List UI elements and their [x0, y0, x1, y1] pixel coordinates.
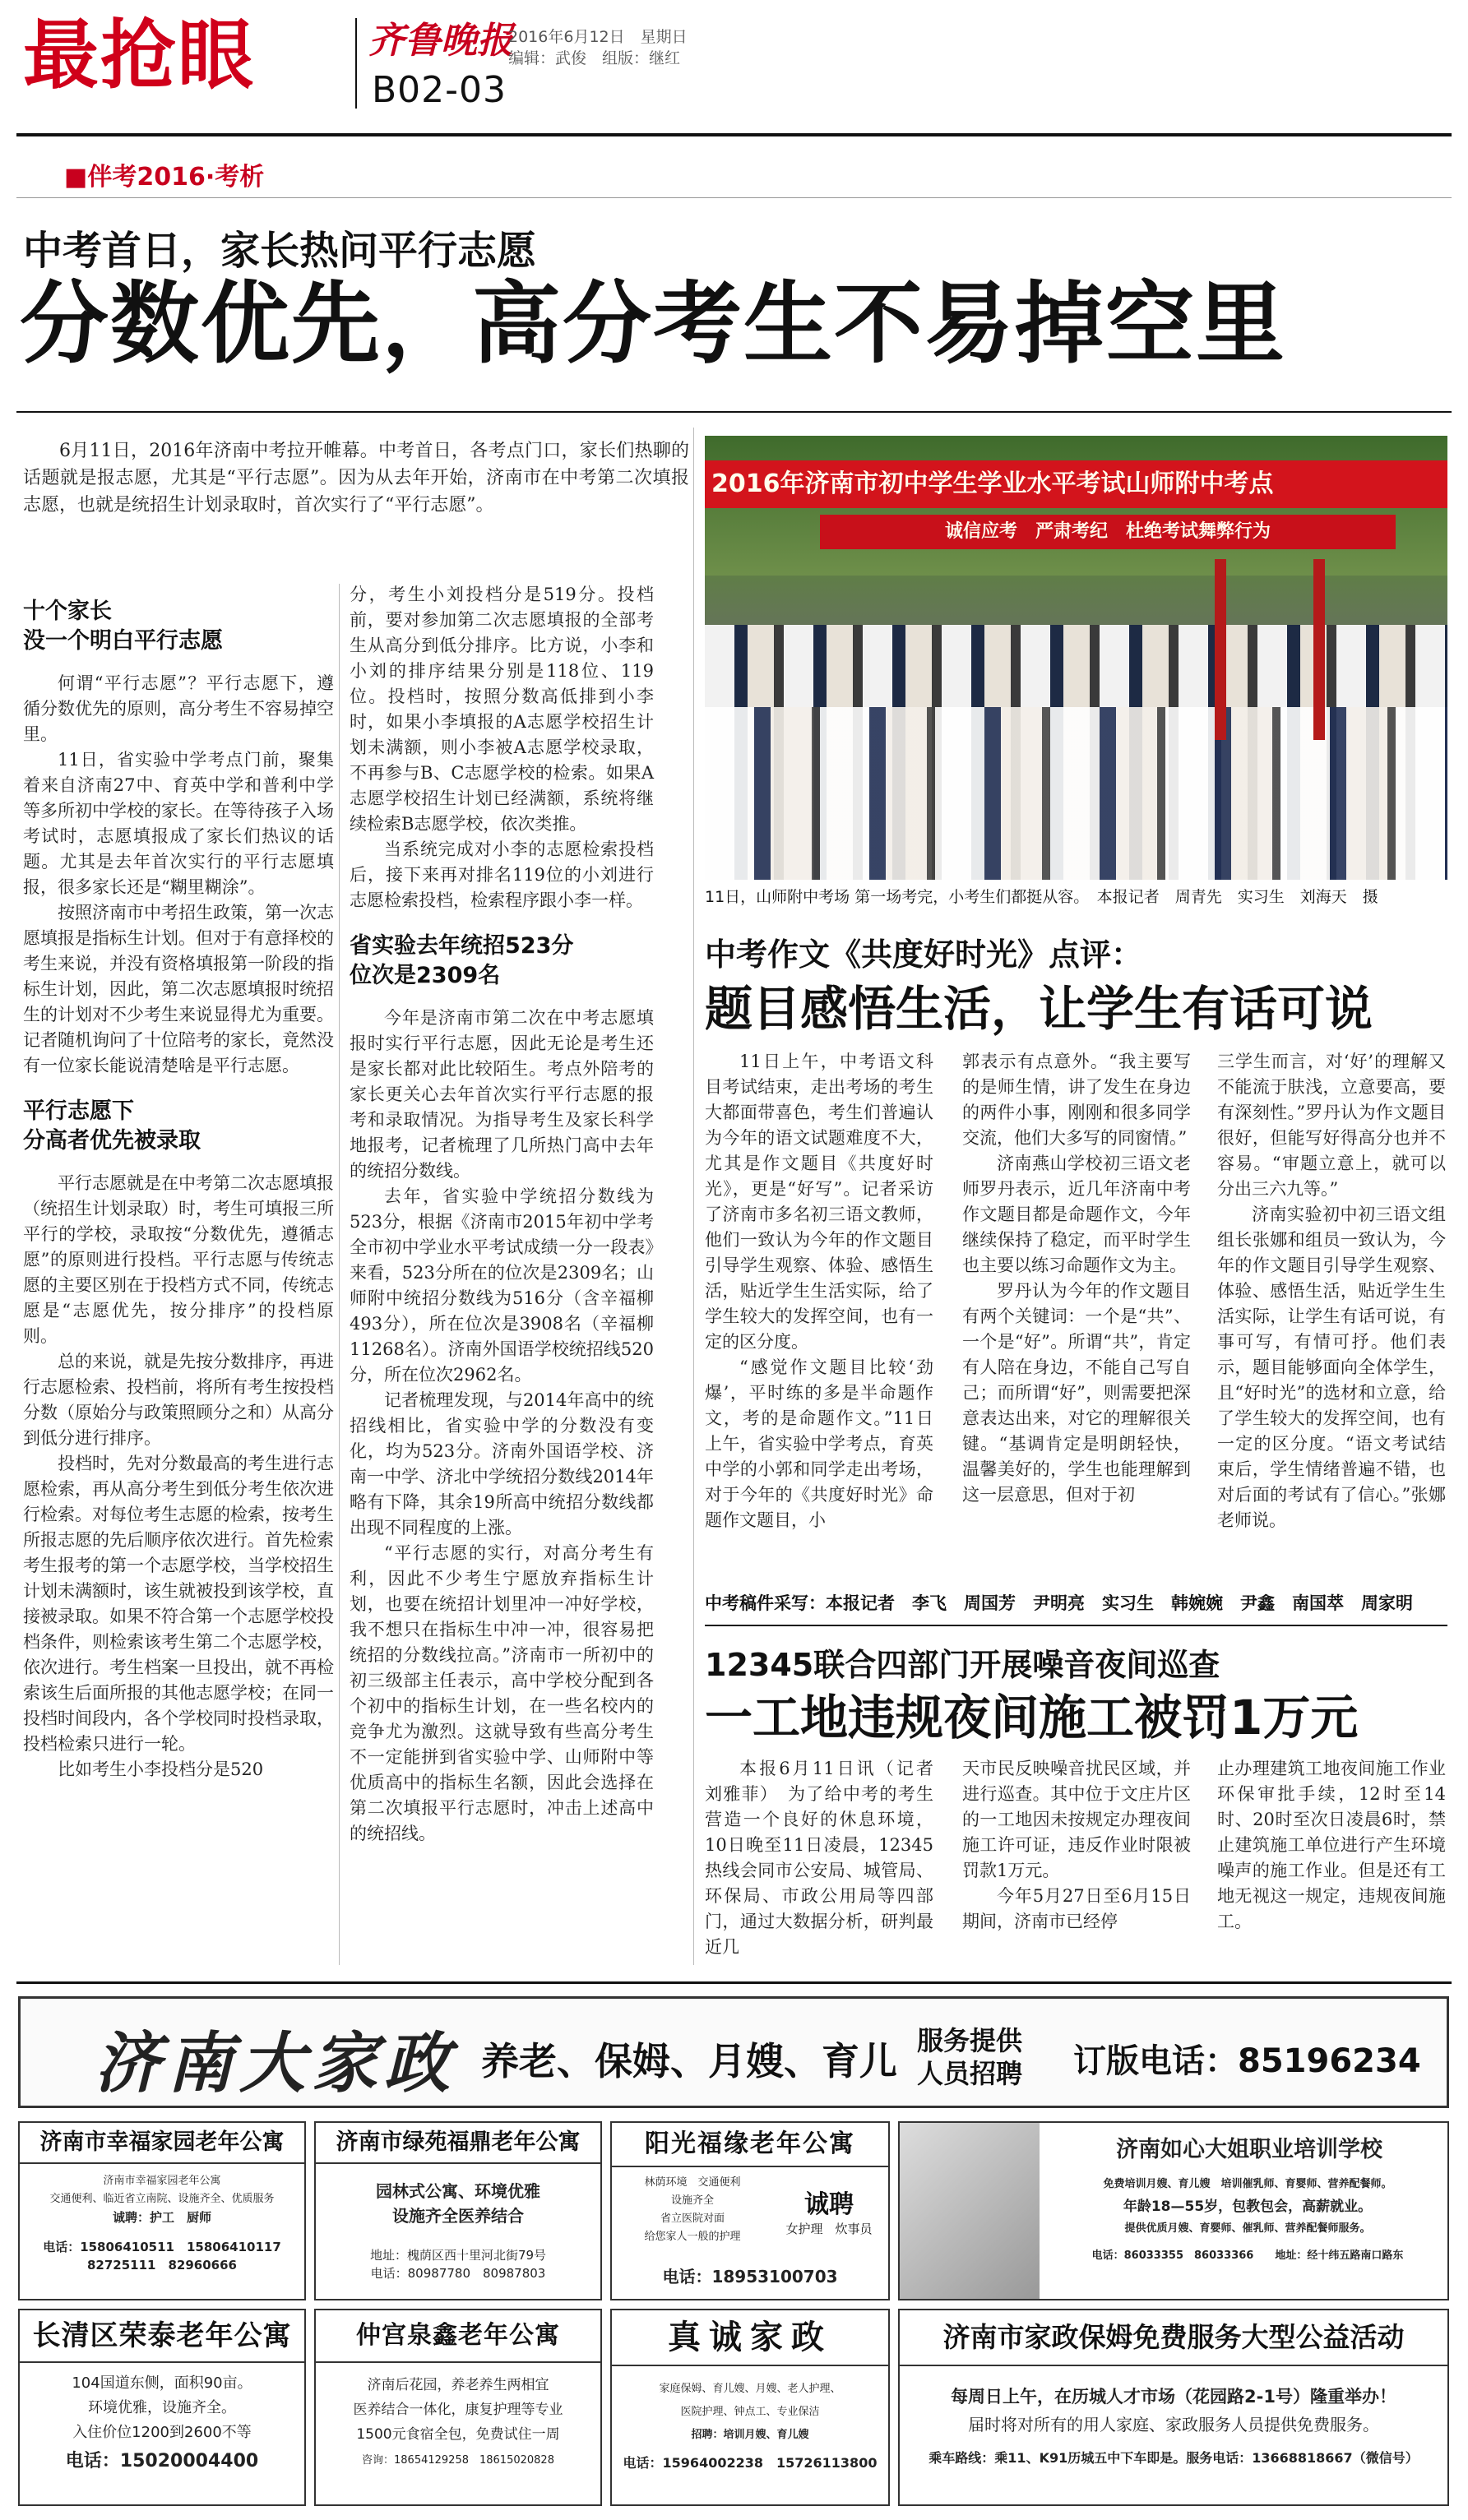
column-divider	[693, 428, 694, 1965]
ad-line: 入住价位1200到2600不等	[72, 2424, 252, 2441]
paragraph: 郭表示有点意外。“我主要写的是师生情，讲了发生在身边的两件小事，刚刚和很多同学交流，他们大多写的同窗情。”	[962, 1052, 1191, 1148]
page-number: B02-03	[372, 69, 507, 111]
ad-box	[18, 2121, 306, 2300]
ad-box	[18, 2309, 306, 2506]
ad-photo	[900, 2123, 1040, 2299]
main-lead: 6月11日，2016年济南中考拉开帷幕。中考首日，各考点门口，家长们热聊的话题就是报志愿，尤其是“平行志愿”。因为从去年开始，济南市在中考第二次填报志愿，也就是统招生计划录取时，首次实行了“平行志愿”。	[23, 441, 689, 516]
subhead-2: 平行志愿下 分高者优先被录取	[23, 1098, 201, 1154]
ad-box	[610, 2121, 890, 2300]
ad-line: 电话：15964002238 15726113800	[623, 2455, 878, 2471]
ad-line: 82725111 82960666	[87, 2258, 237, 2273]
ad-line: 乘车路线：乘11、K91历城五中下车即是。服务电话：13668818667（微信号）	[928, 2450, 1419, 2466]
ad-line: 园林式公寓、环境优雅	[376, 2181, 540, 2201]
ad-line: 设施齐全医养结合	[392, 2206, 524, 2226]
section-title: 最抢眼	[23, 12, 256, 99]
ad-line: 电话：86033355 86033366 地址：经十纬五路南口路东	[1091, 2250, 1404, 2262]
ad-box	[314, 2309, 602, 2506]
ad-line: 医院护理、钟点工、专业保洁	[680, 2406, 820, 2418]
paragraph: 何谓“平行志愿”？平行志愿下，遵循分数优先的原则，高分考生不容易掉空里。	[23, 673, 334, 744]
ad-line: 环境优雅，设施齐全。	[88, 2399, 236, 2416]
ad-line: 每周日上午，在历城人才市场（花园路2-1号）隆重举办！	[951, 2387, 1396, 2407]
ad-line: 1500元食宿全包，免费试住一周	[356, 2426, 560, 2443]
ad-line: 林荫环境 交通便利	[644, 2176, 741, 2189]
ad-line: 省立医院对面	[660, 2213, 725, 2225]
essay-column-3	[1217, 1049, 1446, 1533]
banner-tag-1: 服务提供	[917, 2025, 1023, 2056]
photo-banner-2: 诚信应考 严肃考纪 杜绝考试舞弊行为	[820, 515, 1396, 549]
paragraph: 总的来说，就是先按分数排序，再进行志愿检索、投档前，将所有考生按投档分数（原始分与政策照顾分之和）从高分到低分进行排序。	[23, 1352, 334, 1448]
photo-banner: 2016年济南市初中学生学业水平考试山师附中考点	[705, 460, 1447, 508]
ad-box	[898, 2121, 1449, 2300]
paragraph: 济南实验初中初三语文组组长张娜和组员一致认为，今年的作文题目引导学生观察、体验、感悟生活，贴近学生生活实际，让学生有话可说，有事可写，有情可抒。他们表示，题目能够面向全体学生，且“好时光”的选材和立意，给了学生较大的发挥空间，也有一定的区分度。“语文考试结束后，学生情绪普遍不错，也对后面的考试有了信心。”张娜老师说。	[1217, 1205, 1446, 1530]
paragraph: 本报6月11日讯（记者 刘雅菲） 为了给中考的考生营造一个良好的休息环境，10日晚至11日凌晨，12345热线会同市公安局、城管局、环保局、市政公用局等四部门，通过大数据分析，研判最近几	[705, 1759, 951, 1957]
headline-rule	[16, 411, 1452, 413]
ad-title: 长清区荣泰老年公寓	[20, 2310, 304, 2363]
ad-line: 给您家人一般的护理	[644, 2231, 741, 2243]
ad-line: 提供优质月嫂、育婴师、催乳师、营养配餐师服务。	[1124, 2222, 1371, 2235]
ad-line: 届时将对所有的用人家庭、家政服务人员提供免费服务。	[968, 2415, 1379, 2434]
paragraph: 11日上午，中考语文科目考试结束，走出考场的考生大都面带喜色，考生们普遍认为今年的语文试题难度不大，尤其是作文题目《共度好时光》，更是“好写”。记者采访了济南市多名初三语文教师，他们一致认为今年的作文题目引导学生观察、体验、感悟生活，贴近学生生活实际，给了学生较大的发挥空间，也有一定的区分度。	[705, 1052, 933, 1352]
paragraph: “平行志愿的实行，对高分考生有利，因此不少考生宁愿放弃指标生计划，也要在统招计划里冲一冲好学校，我不想只在指标生中冲一冲，很容易把统招的分数线拉高。”济南市一所初中的初三级部主任表示，高中学校分配到各个初中的指标生计划，在一些名校内的竞争尤为激烈。这就导致有些高分考生不一定能拼到省实验中学、山师附中等优质高中的指标生名额，因此会选择在第二次填报平行志愿时，冲击上述高中的统招线。	[350, 1543, 654, 1843]
ad-line: 设施齐全	[670, 2194, 714, 2207]
noise-column-3	[1217, 1756, 1446, 1935]
ad-line: 电话：15806410511 15806410117	[43, 2240, 281, 2254]
ad-line: 电话：80987780 80987803	[370, 2266, 546, 2281]
noise-headline: 一工地违规夜间施工被罚1万元	[705, 1690, 1359, 1746]
paragraph: “感觉作文题目比较‘劲爆’，平时练的多是半命题作文，考的是命题作文。”11日上午，省实验中学考点，育英中学的小郭和同学走出考场，对于今年的《共度好时光》命题作文题目，小	[705, 1357, 933, 1530]
main-kicker: 中考首日，家长热问平行志愿	[23, 228, 537, 274]
date-line: 2016年6月12日 星期日	[508, 28, 688, 46]
noise-column-1	[705, 1756, 951, 1960]
paragraph: 罗丹认为今年的作文题目有两个关键词：一个是“共”、一个是“好”。所谓“共”，肯定有人陪在身边，不能自己写自己；而所谓“好”，则需要把深意表达出来，对它的理解很关键。“基调肯定是明朗轻快，温馨美好的，学生也能理解到这一层意思，但对于初	[962, 1281, 1191, 1505]
ad-line: 104国道东侧，面积90亩。	[72, 2374, 252, 2392]
essay-column-2	[962, 1049, 1191, 1508]
ad-side-2: 女护理 炊事员	[785, 2222, 873, 2236]
ad-title: 真诚家政	[612, 2310, 888, 2366]
ad-line: 电话：18953100703	[662, 2267, 838, 2286]
tag-rule	[16, 197, 1452, 198]
ad-side: 诚聘	[804, 2190, 854, 2219]
paragraph: 平行志愿就是在中考第二次志愿填报（统招生计划录取）时，考生可填报三所平行的学校，录取按“分数优先，遵循志愿”的原则进行投档。平行志愿与传统志愿的主要区别在于投档方式不同，传统志愿是“志愿优先，按分排序”的投档原则。	[23, 1173, 334, 1346]
main-headline: 分数优先，高分考生不易掉空里	[20, 273, 1287, 376]
essay-kicker: 中考作文《共度好时光》点评：	[705, 936, 1143, 973]
ad-title: 仲宫泉鑫老年公寓	[316, 2310, 600, 2363]
banner-services: 养老、保姆、月嫂、育儿	[481, 2039, 897, 2083]
paragraph: 投档时，先对分数最高的考生进行志愿检索，再从高分考生到低分考生依次进行检索。对每位考生志愿的检索，按考生所报志愿的先后顺序依次进行。首先检索考生报考的第一个志愿学校，当学校招生计划未满额时，该生就被投到该学校，直接被录取。如果不符合第一个志愿学校投档条件，则检索该考生第二个志愿学校，依次进行。考生档案一旦投出，就不再检索该生后面所报的其他志愿学校；在同一投档时间段内，各个学校同时投档录取，投档检索只进行一轮。	[23, 1454, 334, 1754]
paragraph: 分，考生小刘投档分是519分。投档前，要对参加第二次志愿填报的全部考生从高分到低分排序。比方说，小李和小刘的排序结果分别是118位、119位。投档时，按照分数高低排到小李时，如果小李填报的A志愿学校招生计划未满额，则小李被A志愿学校录取，不再参与B、C志愿学校的检索。如果A志愿学校招生计划已经满额，系统将继续检索B志愿学校，依次类推。	[350, 585, 654, 834]
paragraph: 济南燕山学校初三语文老师罗丹表示，近几年济南中考作文题目都是命题作文，今年继续保持了稳定，而平时学生也主要以练习命题作文为主。	[962, 1154, 1191, 1275]
essay-headline: 题目感悟生活，让学生有话可说	[705, 981, 1373, 1037]
ad-title: 济南市家政保姆免费服务大型公益活动	[900, 2310, 1447, 2366]
photo-caption: 11日，山师附中考场 第一场考完，小考生们都挺从容。 本报记者 周青先 实习生 刘海天 摄	[705, 888, 1378, 906]
subhead-3: 省实验去年统招523分 位次是2309名	[350, 933, 574, 988]
ad-line: 招聘：培训月嫂、育儿嫂	[691, 2429, 809, 2441]
column-divider	[339, 584, 340, 1965]
paragraph: 当系统完成对小李的志愿检索投档后，接下来再对排名119位的小刘进行志愿检索投档，检索程序跟小李一样。	[350, 839, 654, 910]
banner-ad	[18, 1996, 1449, 2108]
masthead-divider	[355, 18, 357, 109]
main-column-2	[350, 582, 654, 1847]
news-photo	[705, 436, 1447, 880]
paragraph: 去年，省实验中学统招分数线为523分，根据《济南市2015年初中学考全市初中学业水平考试成绩一分一段表》来看，523分所在的位次是2309名；山师附中统招分数线为516分（含辛福柳493分），所在位次是3908名（辛福柳11268名）。济南外国语学校统招线520分，所在位次2962名。	[350, 1186, 654, 1385]
masthead-rule	[16, 133, 1452, 136]
paragraph: 三学生而言，对‘好’的理解又不能流于肤浅，立意要高，要有深刻性。”罗丹认为作文题目很好，但能写好得高分也并不容易。“审题立意上，就可以分出三六九等。”	[1217, 1052, 1446, 1199]
paragraph: 止办理建筑工地夜间施工作业环保审批手续，12时至14时、20时至次日凌晨6时，禁止建筑施工单位进行产生环境噪声的施工作业。但是还有工地无视这一规定，违规夜间施工。	[1217, 1759, 1446, 1931]
paragraph: 今年5月27日至6月15日期间，济南市已经停	[962, 1886, 1191, 1931]
ad-line: 济南市幸福家园老年公寓	[103, 2175, 221, 2187]
ad-line: 济南后花园，养老养生两相宜	[367, 2377, 549, 2393]
subhead-1: 十个家长 没一个明白平行志愿	[23, 599, 223, 654]
ad-line: 家庭保姆、育儿嫂、月嫂、老人护理、	[659, 2383, 841, 2395]
main-column-1	[23, 597, 334, 1782]
paragraph: 记者梳理发现，与2014年高中的统招线相比，省实验中学的分数没有变化，均为523分。济南外国语学校、济南一中学、济北中学统招分数线2014年略有下降，其余19所高中统招分数线都出现不同程度的上涨。	[350, 1390, 654, 1537]
ads-rule	[16, 1981, 1452, 1984]
editors: 编辑：武俊 组版：继红	[508, 49, 681, 67]
paragraph: 天市民反映噪音扰民区域，并进行巡查。其中位于文庄片区的一工地因未按规定办理夜间施工许可证，违反作业时限被罚款1万元。	[962, 1759, 1191, 1880]
paragraph: 今年是济南市第二次在中考志愿填报时实行平行志愿，因此无论是考生还是家长都对此比较陌生。考点外陪考的家长更关心去年首次实行平行志愿的报考和录取情况。为指导考生及家长科学地报考，记者梳理了几所热门高中去年的统招分数线。	[350, 1008, 654, 1181]
noise-column-2	[962, 1756, 1191, 1935]
banner-brand: 济南大家政	[95, 2024, 456, 2102]
ad-box	[610, 2309, 890, 2506]
ad-line: 年龄18—55岁，包教包会，高薪就业。	[1123, 2199, 1373, 2215]
ad-box	[898, 2309, 1449, 2506]
ad-title: 济南如心大姐职业培训学校	[1116, 2137, 1382, 2162]
paragraph: 比如考生小李投档分是520	[58, 1759, 264, 1779]
essay-credit: 中考稿件采写：本报记者 李飞 周国芳 尹明亮 实习生 韩婉婉 尹鑫 南国萃 周家明	[705, 1593, 1413, 1613]
column-tag: ■伴考2016·考析	[64, 163, 265, 192]
ad-title: 济南市绿苑福鼎老年公寓	[316, 2123, 600, 2164]
ad-line: 医养结合一体化，康复护理等专业	[353, 2402, 563, 2418]
ad-line: 电话：15020004400	[65, 2451, 259, 2471]
noise-kicker: 12345联合四部门开展噪音夜间巡查	[705, 1647, 1220, 1683]
banner-phone: 订版电话：85196234	[1073, 2042, 1421, 2080]
ad-line: 诚聘：护工 厨师	[112, 2210, 211, 2225]
ad-box	[314, 2121, 602, 2300]
section-rule	[705, 1625, 1447, 1626]
essay-column-1	[705, 1049, 933, 1533]
ad-line: 咨询：18654129258 18615020828	[362, 2454, 554, 2467]
paragraph: 11日，省实验中学考点门前，聚集着来自济南27中、育英中学和普利中学等多所初中学校的家长。在等待孩子入场考试时，志愿填报成了家长们热议的话题。尤其是去年首次实行的平行志愿填报，很多家长还是“糊里糊涂”。	[23, 750, 334, 897]
ad-line: 免费培训月嫂、育儿嫂 培训催乳师、育婴师、营养配餐师。	[1103, 2178, 1392, 2190]
ad-line: 交通便利、临近省立南院、设施齐全、优质服务	[49, 2193, 275, 2205]
ad-line: 地址：槐荫区西十里河北街79号	[369, 2248, 547, 2263]
ad-title: 阳光福缘老年公寓	[612, 2123, 888, 2167]
paragraph: 按照济南市中考招生政策，第一次志愿填报是指标生计划。但对于有意择校的考生来说，并没有资格填报第一阶段的指标生计划，因此，第二次志愿填报时统招生的计划对不少考生来说显得尤为重要。记者随机询问了十位陪考的家长，竟然没有一位家长能说清楚啥是平行志愿。	[23, 903, 334, 1075]
banner-tag-2: 人员招聘	[917, 2058, 1023, 2089]
ad-title: 济南市幸福家园老年公寓	[20, 2123, 304, 2164]
paper-name: 齐鲁晚报	[368, 20, 513, 62]
